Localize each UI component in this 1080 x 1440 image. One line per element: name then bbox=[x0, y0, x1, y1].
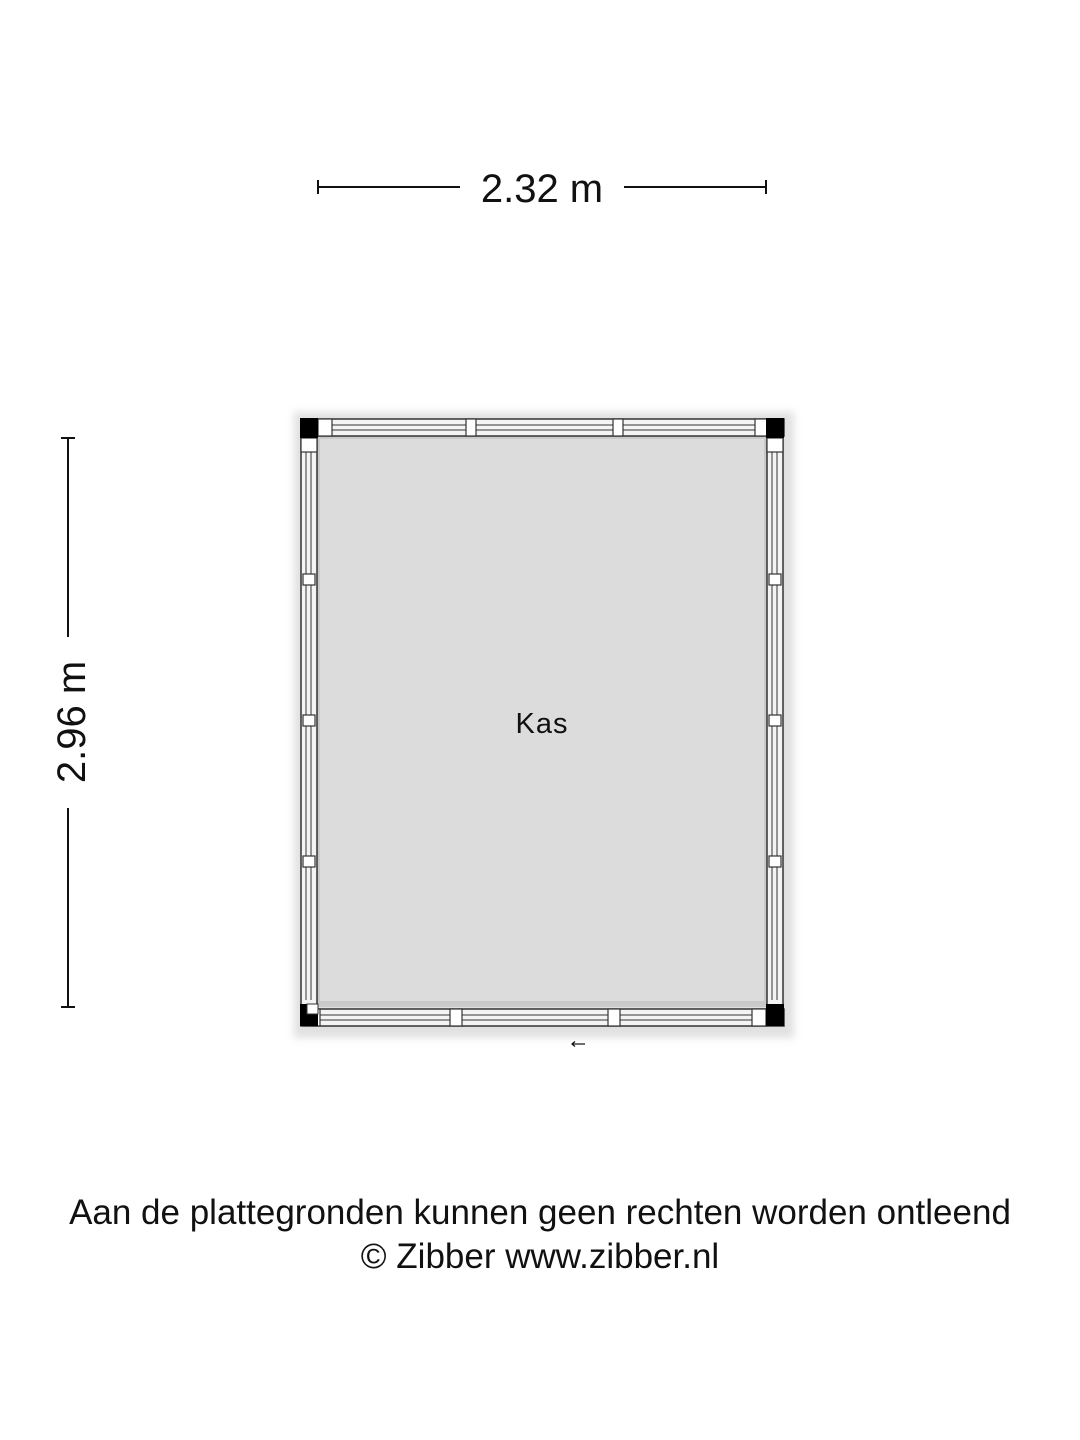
top-wall-mullion bbox=[466, 419, 476, 436]
left-wall bbox=[301, 438, 317, 1010]
right-wall-mullion bbox=[769, 715, 781, 726]
top-wall-mullion bbox=[613, 419, 623, 436]
left-wall-mullion bbox=[303, 856, 315, 867]
top-wall-end bbox=[318, 419, 332, 436]
right-wall-top-end bbox=[767, 438, 783, 452]
corner-post-bottom-left-inner bbox=[307, 1004, 318, 1014]
corner-post-top-right bbox=[766, 418, 784, 438]
width-dimension bbox=[318, 167, 766, 211]
left-wall-top-end bbox=[301, 438, 317, 452]
right-wall-mullion bbox=[769, 574, 781, 585]
bottom-wall-mullion bbox=[608, 1009, 620, 1026]
corner-post-bottom-right bbox=[766, 1004, 784, 1026]
height-dimension-label: 2.96 m bbox=[50, 660, 94, 784]
entrance-arrow-icon bbox=[572, 1042, 585, 1047]
left-wall-mullion bbox=[303, 715, 315, 726]
room-label: Kas bbox=[515, 708, 569, 740]
bottom-wall-end bbox=[752, 1009, 766, 1026]
corner-post-top-left bbox=[300, 418, 318, 438]
disclaimer-text: Aan de plattegronden kunnen geen rechten worden ontleend bbox=[69, 1193, 1011, 1232]
right-wall bbox=[767, 438, 783, 1010]
copyright-text: © Zibber www.zibber.nl bbox=[360, 1237, 720, 1276]
bottom-wall bbox=[301, 1009, 784, 1026]
height-dimension bbox=[50, 438, 94, 1007]
top-wall bbox=[301, 419, 784, 436]
bottom-wall-mullion bbox=[450, 1009, 462, 1026]
width-dimension-label: 2.32 m bbox=[480, 167, 604, 211]
right-wall-mullion bbox=[769, 856, 781, 867]
left-wall-mullion bbox=[303, 574, 315, 585]
